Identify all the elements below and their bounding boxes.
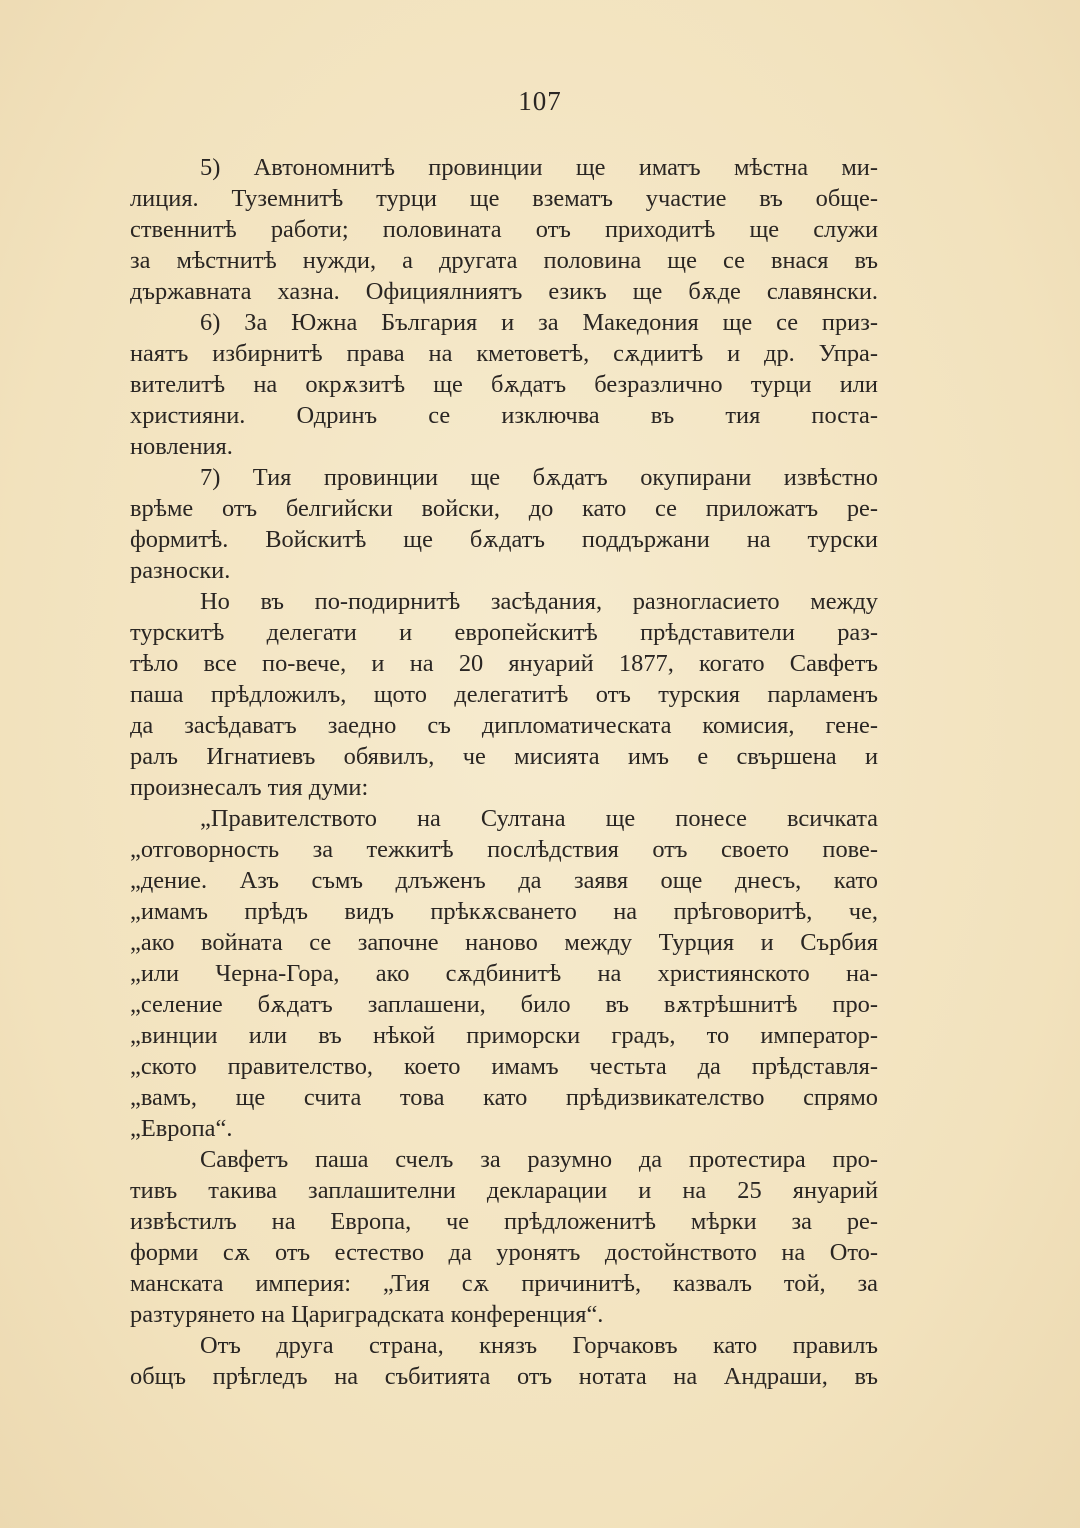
text-line: извѣстилъ на Европа, че прѣдложенитѣ мѣрки за ре-	[130, 1208, 878, 1235]
text-line: „имамъ прѣдъ видъ прѣкѫсването на прѣговоритѣ, че,	[130, 898, 878, 925]
text-line: „вамъ, ще счита това като прѣдизвикателство спрямо	[130, 1084, 878, 1111]
text-line: „ако войната се започне наново между Турция и Сърбия	[130, 929, 878, 956]
text-line: врѣме отъ белгийски войски, до като се приложатъ ре-	[130, 495, 878, 522]
body-text	[130, 152, 878, 1392]
text-line: произнесалъ тия думи:	[130, 774, 369, 801]
text-line: наятъ избирнитѣ права на кметоветѣ, сѫдиитѣ и др. Упра-	[130, 340, 878, 367]
text-line: разтурянето на Цариградската конференция“.	[130, 1301, 604, 1328]
text-line: „дение. Азъ съмъ длъженъ да заявя още днесъ, като	[130, 867, 878, 894]
text-line: 7) Тия провинции ще бѫдатъ окупирани извѣстно	[200, 464, 878, 491]
text-line: ственнитѣ работи; половината отъ приходитѣ ще служи	[130, 216, 878, 243]
text-line: „ското правителство, което имамъ честьта да прѣдставля-	[130, 1053, 878, 1080]
text-line: за мѣстнитѣ нужди, а другата половина ще се внася въ	[130, 247, 878, 274]
text-line: общъ прѣгледъ на събитията отъ нотата на Андраши, въ	[130, 1363, 878, 1390]
text-line: 5) Автономнитѣ провинции ще иматъ мѣстна ми-	[200, 154, 878, 181]
page-number: 107	[518, 86, 562, 116]
text-line: паша прѣдложилъ, щото делегатитѣ отъ турския парламенъ	[130, 681, 878, 708]
text-line: „или Черна-Гора, ако сѫдбинитѣ на християнското на-	[130, 960, 878, 987]
text-line: „отговорность за тежкитѣ послѣдствия отъ своето пове-	[130, 836, 878, 863]
text-line: тѣло все по-вече, и на 20 януарий 1877, когато Савфетъ	[130, 650, 878, 677]
text-line: „Европа“.	[130, 1115, 233, 1142]
text-line: „Правителството на Султана ще понесе всичката	[200, 805, 878, 832]
text-line: Савфетъ паша счелъ за разумно да протестира про-	[200, 1146, 878, 1173]
text-line: форми сѫ отъ естество да уронятъ достойнството на Ото-	[130, 1239, 878, 1266]
text-line: манската империя: „Тия сѫ причинитѣ, казвалъ той, за	[130, 1270, 878, 1297]
text-line: Но въ по-подирнитѣ засѣдания, разногласието между	[200, 588, 878, 615]
text-line: 6) За Южна България и за Македония ще се приз-	[200, 309, 878, 336]
text-line: ралъ Игнатиевъ обявилъ, че мисията имъ е свършена и	[130, 743, 878, 770]
text-line: християни. Одринъ се изключва въ тия поста-	[130, 402, 878, 429]
text-line: вителитѣ на окрѫзитѣ ще бѫдатъ безразлично турци или	[130, 371, 878, 398]
text-line: „винции или въ нѣкой приморски градъ, то император-	[130, 1022, 878, 1049]
text-line: турскитѣ делегати и европейскитѣ прѣдставители раз-	[130, 619, 878, 646]
text-line: „селение бѫдатъ заплашени, било въ вѫтрѣшнитѣ про-	[130, 991, 878, 1018]
text-line: формитѣ. Войскитѣ ще бѫдатъ поддържани на турски	[130, 526, 878, 553]
text-line: лиция. Туземнитѣ турци ще взематъ участие въ обще-	[130, 185, 878, 212]
text-line: държавната хазна. Официялниятъ езикъ ще бѫде славянски.	[130, 278, 878, 305]
text-line: да засѣдаватъ заедно съ дипломатическата комисия, гене-	[130, 712, 878, 739]
text-line: Отъ друга страна, князъ Горчаковъ като правилъ	[200, 1332, 878, 1359]
text-line: тивъ такива заплашителни декларации и на 25 януарий	[130, 1177, 878, 1204]
text-line: разноски.	[130, 557, 231, 584]
text-line: новления.	[130, 433, 233, 460]
